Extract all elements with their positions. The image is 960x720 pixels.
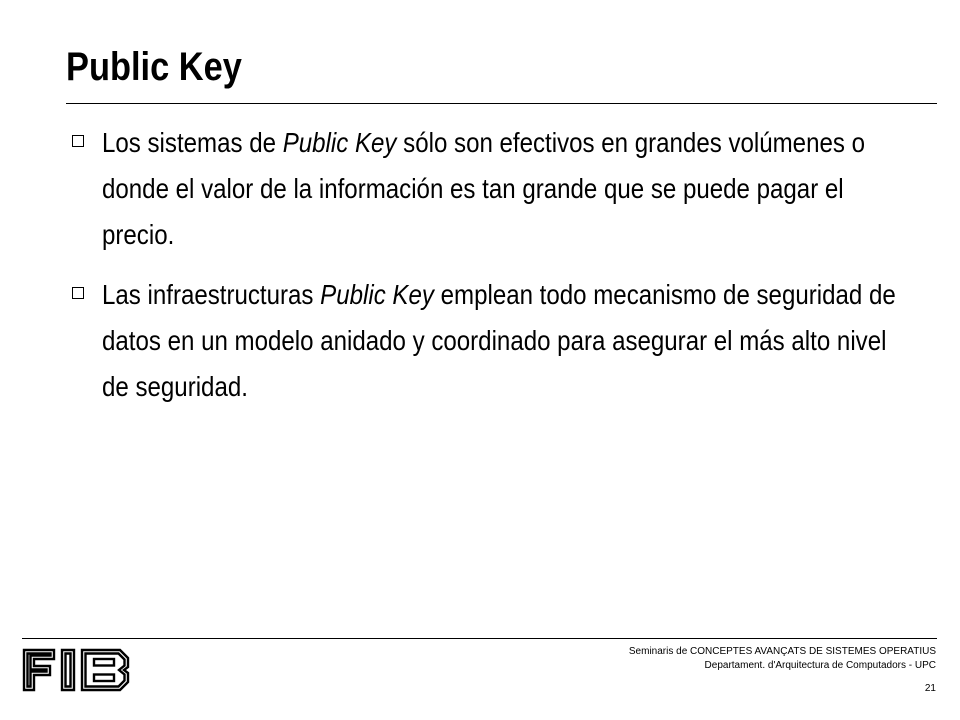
page-number: 21 — [924, 683, 936, 694]
bullet-text-segment: emplean todo mecanismo de seguridad de datos en un modelo anidado y coordinado para asegurar el más alto nivel de seguridad. — [102, 279, 896, 402]
bullet-text-segment: Los sistemas de — [102, 127, 283, 158]
bullet-text-segment-italic: Public Key — [282, 127, 397, 158]
footer-divider — [22, 638, 937, 639]
footer-course-name: Seminaris de CONCEPTES AVANÇATS DE SISTEMES OPERATIUS — [628, 646, 936, 657]
bullet-text-segment: sólo son efectivos en grandes volúmenes o donde el valor de la información es tan grande que se puede pagar el precio. — [102, 127, 865, 250]
bullet-item — [72, 272, 932, 410]
square-bullet-icon — [72, 135, 84, 147]
fib-logo — [22, 648, 130, 692]
title-divider — [66, 103, 937, 104]
bullet-item — [72, 120, 932, 258]
bullet-text — [102, 120, 910, 258]
bullet-list — [72, 120, 932, 424]
bullet-text-segment-italic: Public Key — [320, 279, 434, 310]
square-bullet-icon — [72, 287, 84, 299]
bullet-text — [102, 272, 910, 410]
footer-department: Departament. d'Arquitectura de Computadors - UPC — [704, 660, 936, 671]
slide-title: Public Key — [66, 45, 242, 89]
bullet-text-segment: Las infraestructuras — [102, 279, 321, 310]
